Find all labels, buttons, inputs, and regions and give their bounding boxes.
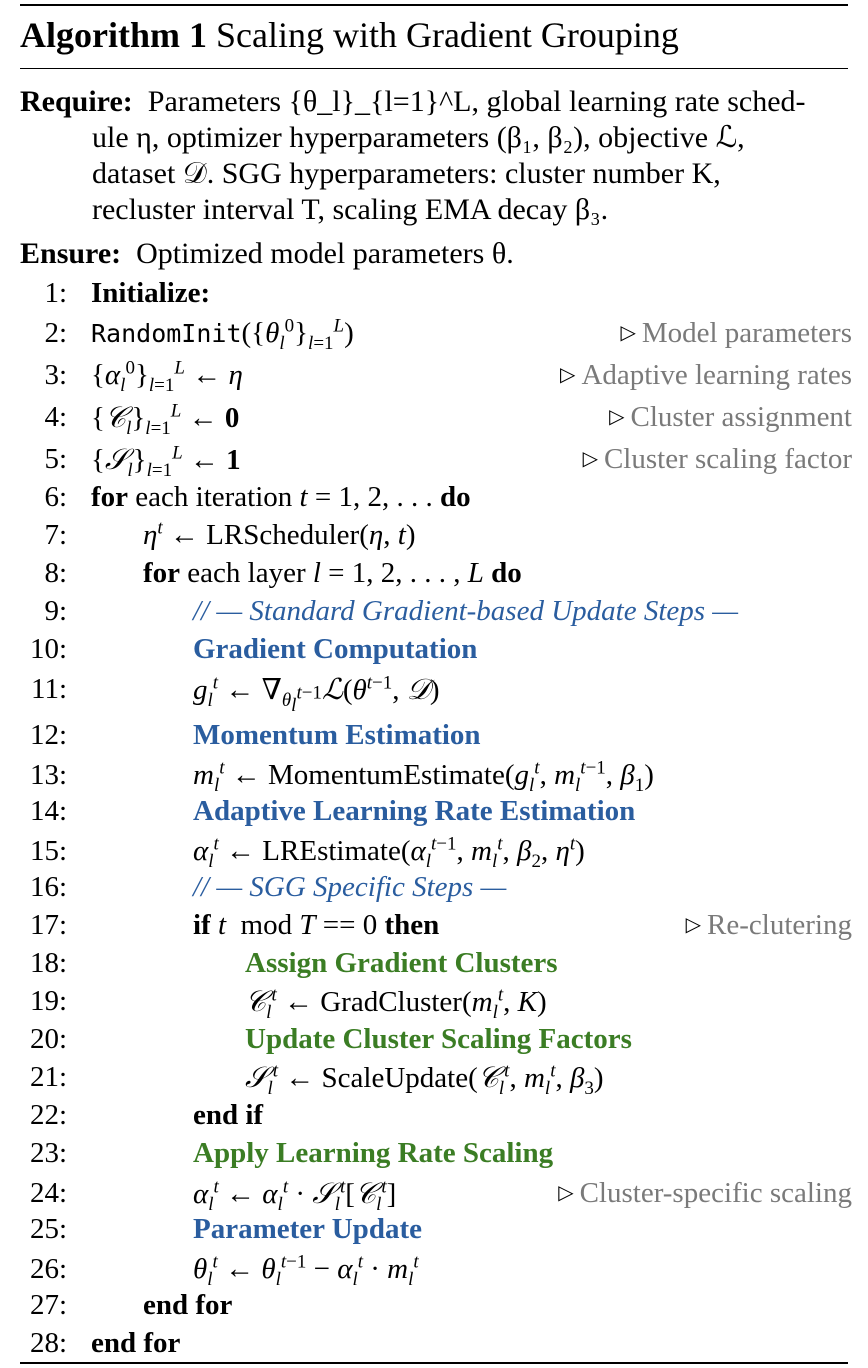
- alpha-init-expr: $\{\alpha_l^0\}_{l=1}^L$ ← η: [91, 357, 243, 396]
- algo-line-3: [0, 356, 868, 394]
- algo-line-21: [0, 1058, 868, 1099]
- algo-line-15: [0, 832, 868, 870]
- comment-cluster-scaling-factor: ▷ Cluster scaling factor: [582, 443, 852, 475]
- line-number: 1:: [44, 277, 67, 309]
- title-rule: [20, 68, 848, 69]
- comment-triangle-icon: ▷: [582, 448, 598, 470]
- algo-line-2: [0, 314, 868, 352]
- initialize-keyword: Initialize:: [91, 277, 211, 309]
- algo-line-20: [0, 1020, 868, 1058]
- algo-line-5: [0, 440, 868, 481]
- algo-line-12: [0, 716, 868, 754]
- require-line-3: dataset 𝒟. SGG hyperparameters: cluster number K,: [92, 157, 721, 190]
- update-scaling-heading: Update Cluster Scaling Factors: [245, 1023, 632, 1055]
- bottom-rule: [20, 1362, 848, 1364]
- require-line-2: ule η, optimizer hyperparameters (β₁, β₂), objective ℒ,: [92, 121, 745, 154]
- algo-line-23: [0, 1134, 868, 1172]
- line-number: 20:: [29, 1023, 67, 1055]
- line-number: 15:: [29, 835, 67, 867]
- line-number: 25:: [29, 1213, 67, 1245]
- algo-line-4: [0, 398, 868, 439]
- grad-cluster-expr: 𝒞$_l^t$ ← $GradCluster(m_l^t$, K): [245, 984, 547, 1023]
- for-layer-expr: for each layer l = 1, 2, . . . , L do: [143, 557, 522, 589]
- line-number: 13:: [29, 759, 67, 791]
- algo-line-25: [0, 1210, 868, 1248]
- line-number: 3:: [44, 359, 67, 391]
- comment-triangle-icon: ▷: [620, 322, 636, 344]
- end-for-outer-keyword: end for: [91, 1327, 181, 1359]
- algo-line-6: [0, 478, 868, 516]
- algorithm-name: Scaling with Gradient Grouping: [215, 15, 679, 55]
- line-number: 21:: [29, 1061, 67, 1093]
- algo-line-13: [0, 756, 868, 794]
- top-rule: [20, 4, 848, 6]
- algo-line-8: [0, 554, 868, 592]
- comment-triangle-icon: ▷: [609, 406, 625, 428]
- algo-line-17: [0, 906, 868, 944]
- algo-line-22: [0, 1096, 868, 1134]
- gradient-computation-heading: Gradient Computation: [193, 633, 478, 665]
- for-iteration-expr: for each iteration t = 1, 2, . . . do: [91, 481, 471, 513]
- random-init-expr: $RandomInit(\{\theta_l^0\}_{l=1}^L)$: [91, 315, 354, 354]
- adaptive-lr-estimation-heading: Adaptive Learning Rate Estimation: [193, 795, 636, 827]
- line-number: 5:: [44, 443, 67, 475]
- ensure-block: [20, 236, 855, 272]
- apply-lr-scaling-heading: Apply Learning Rate Scaling: [193, 1137, 554, 1169]
- line-number: 23:: [29, 1137, 67, 1169]
- comment-triangle-icon: ▷: [558, 1182, 574, 1204]
- algo-line-9: [0, 592, 868, 630]
- param-update-expr: $\theta_l^t$ ← $\theta_l^{t-1} - \alpha_l^t \cdot m_l^t$: [193, 1251, 419, 1290]
- algo-line-11: [0, 670, 868, 716]
- line-number: 22:: [29, 1099, 67, 1131]
- line-number: 26:: [29, 1253, 67, 1285]
- require-line-1: Parameters {θ_l}_{l=1}^L, global learning rate sched-: [147, 85, 806, 118]
- line-number: 14:: [29, 795, 67, 827]
- comment-adaptive-learning-rates: ▷ Adaptive learning rates: [560, 359, 852, 391]
- algo-line-16: [0, 868, 868, 906]
- line-number: 2:: [44, 317, 67, 349]
- end-for-inner-keyword: end for: [143, 1289, 233, 1321]
- line-number: 6:: [44, 481, 67, 513]
- line-number: 12:: [29, 719, 67, 751]
- end-if-keyword: end if: [193, 1099, 264, 1131]
- algo-line-19: [0, 982, 868, 1023]
- cluster-init-expr: $\{𝒞_l\}_{l=1}^L$ ← 0: [91, 400, 240, 439]
- comment-triangle-icon: ▷: [560, 364, 576, 386]
- algo-line-18: [0, 944, 868, 982]
- lr-scheduler-expr: $\eta^t$ ← LRScheduler(η, t): [143, 517, 416, 551]
- comment-model-parameters: ▷ Model parameters: [620, 317, 852, 349]
- standard-steps-comment: // — Standard Gradient-based Update Steps —: [193, 595, 739, 627]
- momentum-estimation-heading: Momentum Estimation: [193, 719, 481, 751]
- algo-line-10: [0, 630, 868, 668]
- comment-triangle-icon: ▷: [685, 914, 702, 936]
- algorithm-title: [20, 10, 679, 60]
- line-number: 11:: [31, 673, 67, 705]
- algorithm-label: Algorithm 1: [20, 15, 207, 55]
- line-number: 8:: [44, 557, 67, 589]
- comment-re-clustering: ▷ Re-clutering: [685, 909, 852, 941]
- algo-line-26: [0, 1250, 868, 1288]
- line-number: 9:: [44, 595, 67, 627]
- lr-estimate-expr: $\alpha_l^t$ ← $LREstimate(\alpha_l^{t-1}$, $m_l^t$, $\beta_2$, $\eta^t$): [193, 833, 585, 872]
- scale-init-expr: $\{𝒮_l\}_{l=1}^L$ ← 1: [91, 442, 241, 481]
- line-number: 28:: [29, 1327, 67, 1359]
- algo-line-27: [0, 1286, 868, 1324]
- algo-line-7: [0, 516, 868, 554]
- momentum-expr: $m_l^t$ ← $MomentumEstimate(g_l^t$, $m_l^{t-1}$, $\beta_1$): [193, 757, 654, 796]
- line-number: 27:: [29, 1289, 67, 1321]
- comment-cluster-specific-scaling: ▷ Cluster-specific scaling: [558, 1177, 852, 1209]
- assign-clusters-heading: Assign Gradient Clusters: [245, 947, 558, 979]
- algo-line-24: [0, 1174, 868, 1215]
- parameter-update-heading: Parameter Update: [193, 1213, 422, 1245]
- algo-line-28: [0, 1324, 868, 1362]
- line-number: 4:: [44, 401, 67, 433]
- line-number: 17:: [29, 909, 67, 941]
- ensure-label: Ensure:: [20, 237, 122, 270]
- algo-line-1: [0, 274, 868, 312]
- line-number: 7:: [44, 519, 67, 551]
- ensure-text: Optimized model parameters θ.: [136, 237, 514, 270]
- line-number: 16:: [29, 871, 67, 903]
- require-line-4: recluster interval T, scaling EMA decay β₃.: [92, 193, 609, 226]
- line-number: 19:: [29, 985, 67, 1017]
- algo-line-14: [0, 792, 868, 830]
- line-number: 18:: [29, 947, 67, 979]
- line-number: 10:: [29, 633, 67, 665]
- require-block: [20, 84, 855, 228]
- sgg-steps-comment: // — SGG Specific Steps —: [193, 871, 507, 903]
- scale-update-expr: 𝒮$_l^t$ ← ScaleUpdate(𝒞$_l^t$, $m_l^t$, $\beta_3$): [245, 1060, 604, 1099]
- gradient-expr: $g_l^t$ ← $\nabla_{\theta_l^{t-1}}ℒ(\theta^{t-1}$, 𝒟): [193, 672, 440, 716]
- line-number: 24:: [29, 1177, 67, 1209]
- require-label: Require:: [20, 85, 133, 118]
- comment-cluster-assignment: ▷ Cluster assignment: [609, 401, 852, 433]
- if-recluster-expr: if t mod T == 0 then: [193, 909, 440, 941]
- lr-scaling-expr: $\alpha_l^t$ ← $\alpha_l^t$ · 𝒮$_l^t$[𝒞$_l^t$]: [193, 1176, 397, 1215]
